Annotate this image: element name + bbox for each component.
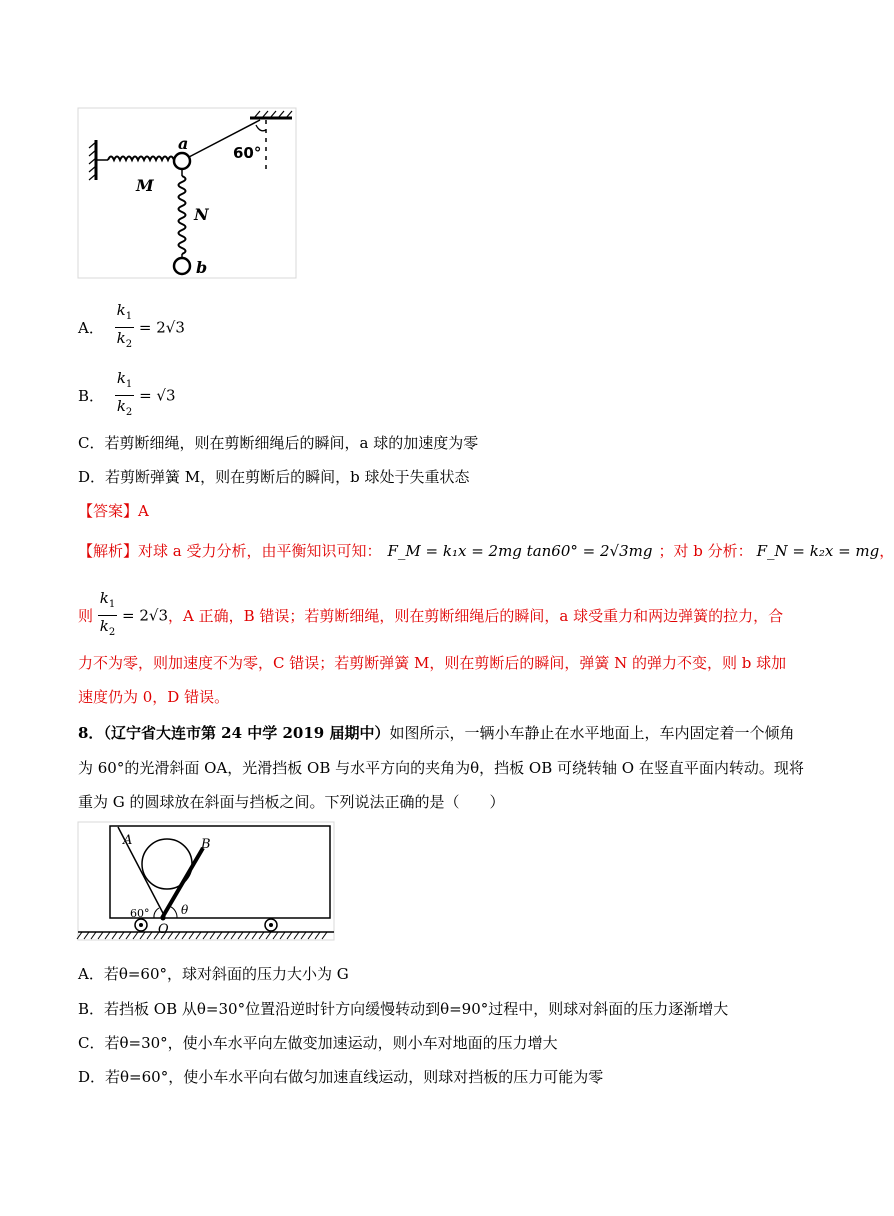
- option-a: [78, 300, 185, 355]
- option-b-fraction: $\frac{k_1}{k_2}$: [116, 369, 133, 418]
- option-a-fraction: $\frac{k_1}{k_2}$: [116, 301, 133, 350]
- option-b-prefix: B．: [78, 387, 105, 405]
- q8-source: （辽宁省大连市第 24 中学 2019 届期中）: [103, 724, 390, 742]
- q8-option-a: A．若θ=60°，球对斜面的压力大小为 G: [78, 965, 349, 983]
- option-b: [78, 368, 176, 423]
- label-M: M: [136, 176, 154, 195]
- label-angle: 60°: [233, 144, 262, 162]
- option-a-rhs: = 2√3: [138, 318, 185, 337]
- figure-spring-system: [78, 108, 296, 278]
- ratio-fraction: $\frac{k_1}{k_2}$: [99, 589, 116, 638]
- q8-option-d: D．若θ=60°，使小车水平向右做匀加速直线运动，则球对挡板的压力可能为零: [78, 1068, 604, 1086]
- q8-option-b: B．若挡板 OB 从θ=30°位置沿逆时针方向缓慢转动到θ=90°过程中，则球对斜面的压力逐渐增大: [78, 1000, 729, 1018]
- option-a-prefix: A．: [78, 319, 104, 337]
- q8-stem-line-1: 8．（辽宁省大连市第 24 中学 2019 届期中）如图所示，一辆小车静止在水平地面上，车内固定着一个倾角: [78, 724, 795, 742]
- analysis-line-2: 则 $\frac{k_1}{k_2}$ = 2√3，A 正确，B 错误；若剪断细绳，则在剪断细绳后的瞬间，a 球受重力和两边弹簧的拉力，合: [78, 588, 783, 643]
- analysis-line-4: 速度仍为 0，D 错误。: [78, 688, 230, 706]
- q8-stem-line-3: 重为 G 的圆球放在斜面与挡板之间。下列说法正确的是（ ）: [78, 793, 505, 811]
- fig-label-60: 60°: [130, 907, 150, 920]
- fig-label-theta: θ: [181, 903, 189, 917]
- formula-fm: F_M = k₁x = 2mg tan60° = 2√3mg: [387, 542, 653, 560]
- fig-label-A: A: [123, 833, 133, 848]
- label-b: b: [196, 258, 208, 277]
- figure-cart: [78, 822, 334, 942]
- q8-number: 8．: [78, 724, 104, 742]
- fig-label-O: O: [158, 922, 169, 937]
- analysis-label: 【解析】: [78, 542, 139, 560]
- fig-label-B: B: [201, 837, 211, 852]
- analysis-line-3: 力不为零，则加速度不为零，C 错误；若剪断弹簧 M，则在剪断后的瞬间，弹簧 N 的弹力不变，则 b 球加: [78, 654, 787, 672]
- option-b-rhs: = √3: [139, 386, 176, 405]
- q8-stem-line-2: 为 60°的光滑斜面 OA，光滑挡板 OB 与水平方向的夹角为θ，挡板 OB 可绕转轴 O 在竖直平面内转动。现将: [78, 759, 804, 777]
- option-d: D．若剪断弹簧 M，则在剪断后的瞬间，b 球处于失重状态: [78, 468, 470, 486]
- label-N: N: [194, 205, 209, 224]
- label-a: a: [178, 134, 189, 153]
- answer: 【答案】A: [78, 502, 149, 520]
- option-c: C．若剪断细绳，则在剪断细绳后的瞬间，a 球的加速度为零: [78, 434, 479, 452]
- formula-fn: F_N = k₂x = mg: [756, 542, 880, 560]
- analysis-line-1: 【解析】对球 a 受力分析，由平衡知识可知： F_M = k₁x = 2mg tan60° = 2√3mg ；对 b 分析： F_N = k₂x = mg，: [78, 542, 894, 560]
- q8-option-c: C．若θ=30°，使小车水平向左做变加速运动，则小车对地面的压力增大: [78, 1034, 558, 1052]
